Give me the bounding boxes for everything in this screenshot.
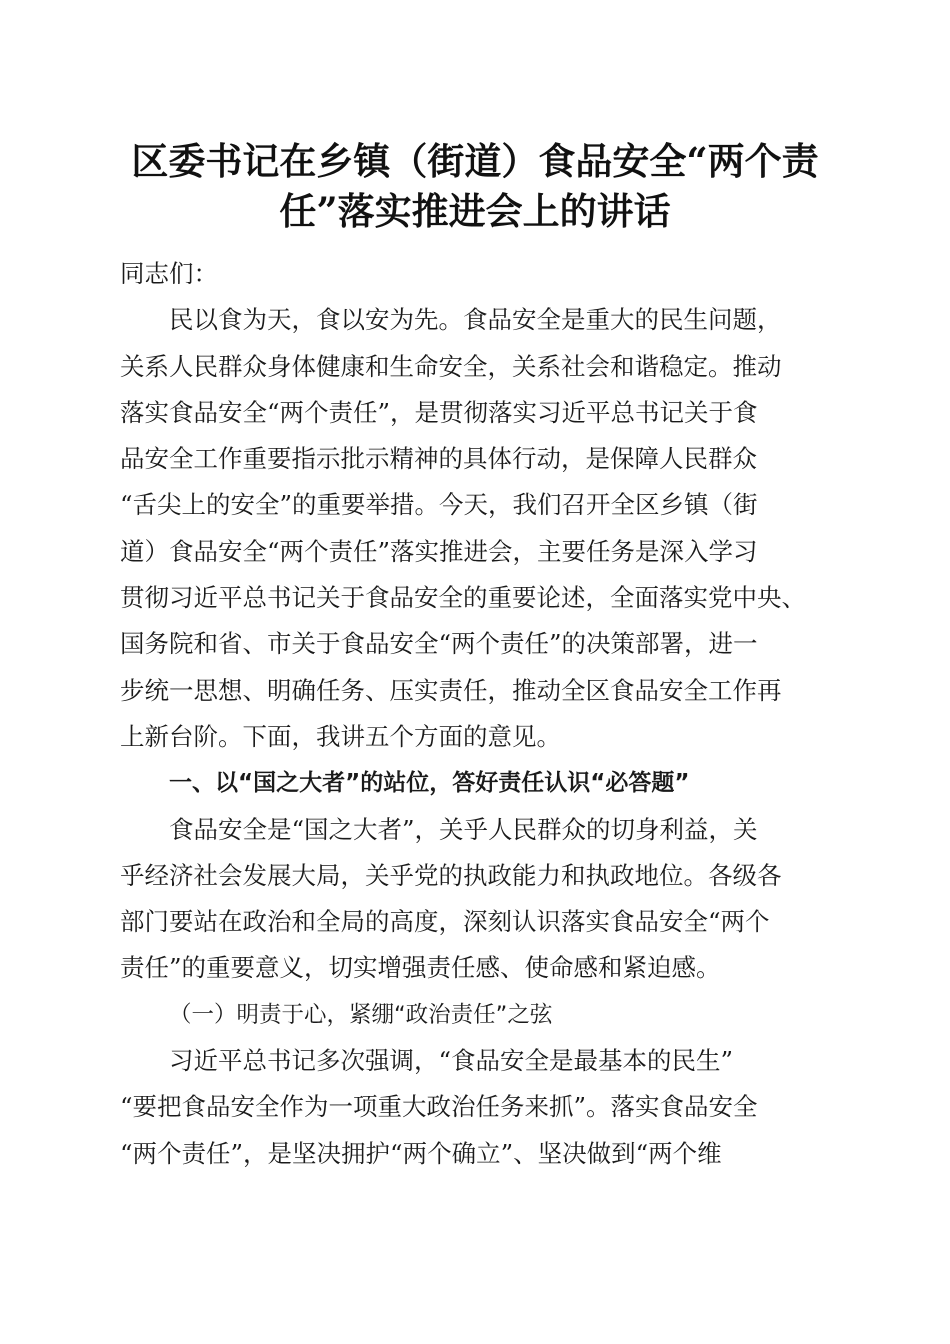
paragraph-line: 责任”的重要意义，切实增强责任感、使命感和紧迫感。: [120, 953, 721, 983]
paragraph-line: 习近平总书记多次强调，“食品安全是最基本的民生”: [169, 1046, 734, 1076]
paragraph-line: 道）食品安全“两个责任”落实推进会，主要任务是深入学习: [120, 536, 758, 566]
subsection-heading-1: （一）明责于心，紧绷“政治责任”之弦: [169, 1001, 553, 1028]
paragraph-line: “舌尖上的安全”的重要举措。今天，我们召开全区乡镇（街: [120, 490, 758, 520]
paragraph-line: 民以食为天，食以安为先。食品安全是重大的民生问题，: [169, 305, 782, 335]
paragraph-line: 部门要站在政治和全局的高度，深刻认识落实食品安全“两个: [120, 907, 770, 937]
paragraph-line: 落实食品安全“两个责任”，是贯彻落实习近平总书记关于食: [120, 397, 758, 427]
paragraph-line: 品安全工作重要指示批示精神的具体行动，是保障人民群众: [120, 444, 757, 474]
document-body: [120, 251, 840, 1177]
paragraph-line: 食品安全是“国之大者”，关乎人民群众的切身利益，关: [169, 814, 758, 844]
title-line-1: 区委书记在乡镇（街道）食品安全“两个责: [131, 139, 819, 183]
section-heading-1: 一、以“国之大者”的站位，答好责任认识“必答题”: [169, 770, 690, 797]
paragraph-line: 步统一思想、明确任务、压实责任，推动全区食品安全工作再: [120, 675, 782, 705]
title-line-2: 任”落实推进会上的讲话: [279, 189, 671, 233]
section-1-paragraph: [120, 807, 840, 992]
paragraph-line: 乎经济社会发展大局，关乎党的执政能力和执政地位。各级各: [120, 860, 782, 890]
paragraph-line: “要把食品安全作为一项重大政治任务来抓”。落实食品安全: [120, 1092, 758, 1122]
paragraph-line: “两个责任”，是坚决拥护“两个确立”、坚决做到“两个维: [120, 1138, 722, 1168]
paragraph-line: 上新台阶。下面，我讲五个方面的意见。: [120, 721, 561, 751]
intro-paragraph: [120, 297, 840, 760]
paragraph-line: 国务院和省、市关于食品安全“两个责任”的决策部署，进一: [120, 629, 758, 659]
subsection-1-paragraph: [120, 1038, 840, 1177]
salutation: 同志们：: [120, 259, 218, 288]
paragraph-line: 关系人民群众身体健康和生命安全，关系社会和谐稳定。推动: [120, 351, 782, 381]
document-title: [100, 136, 850, 236]
paragraph-line: 贯彻习近平总书记关于食品安全的重要论述，全面落实党中央、: [120, 583, 806, 613]
